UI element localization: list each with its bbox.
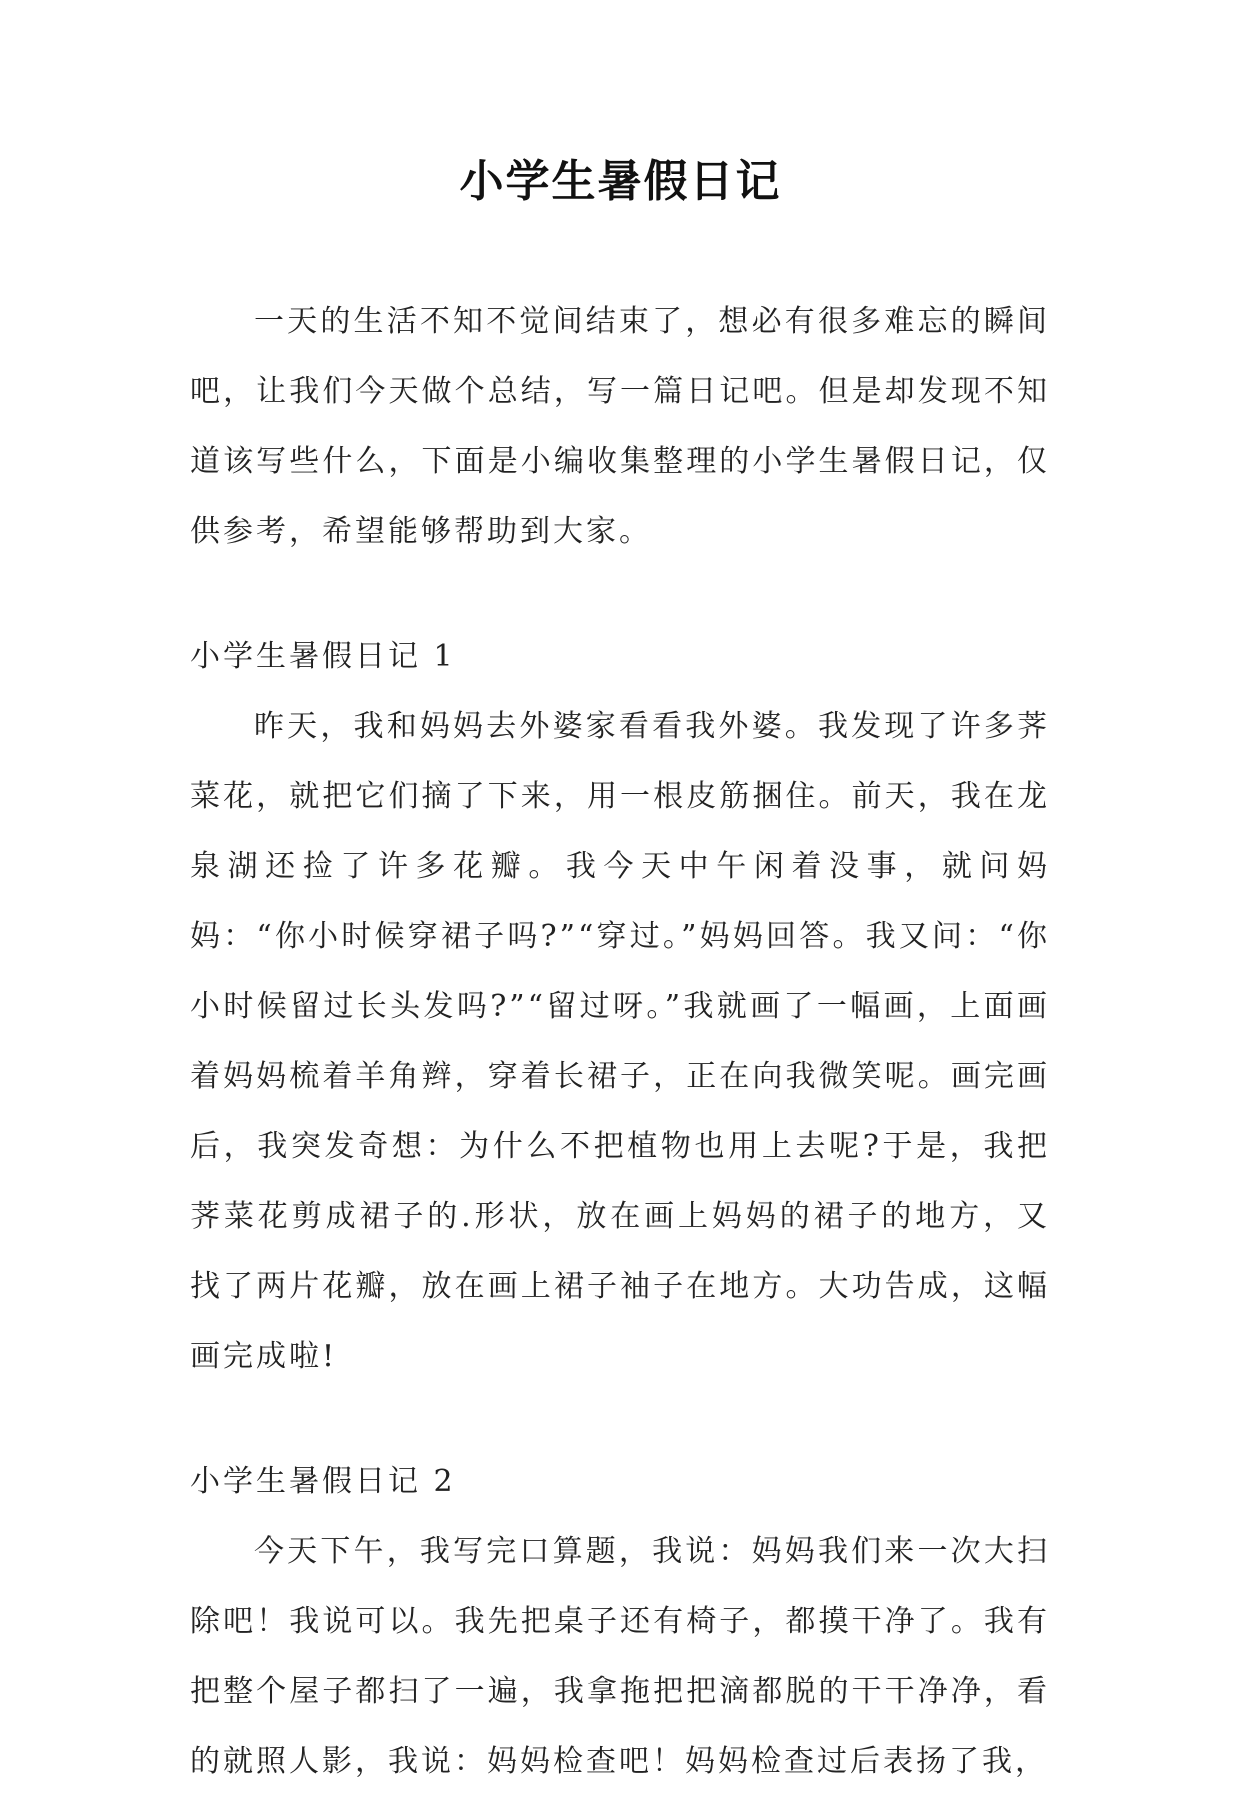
document-body bbox=[190, 287, 1050, 1797]
document-title: 小学生暑假日记 bbox=[459, 156, 782, 207]
entry-heading-2: 小学生暑假日记 2 bbox=[190, 1464, 456, 1499]
entry-heading-1: 小学生暑假日记 1 bbox=[190, 639, 456, 674]
entry-body-2: 今天下午，我写完口算题，我说：妈妈我们来一次大扫除吧！我说可以。我先把桌子还有椅子，都摸干净了。我有把整个屋子都扫了一遍，我拿拖把把滴都脱的干干净净，看的就照人影，我说：妈妈检查吧！妈妈检查过后表扬了我， bbox=[190, 1534, 1050, 1779]
section-gap bbox=[190, 567, 1050, 622]
intro-paragraph: 一天的生活不知不觉间结束了，想必有很多难忘的瞬间吧，让我们今天做个总结，写一篇日记吧。但是却发现不知道该写些什么，下面是小编收集整理的小学生暑假日记，仅供参考，希望能够帮助到大家。 bbox=[190, 304, 1050, 549]
entry-body-1: 昨天，我和妈妈去外婆家看看我外婆。我发现了许多荠菜花，就把它们摘了下来，用一根皮筋捆住。前天，我在龙泉湖还捡了许多花瓣。我今天中午闲着没事，就问妈妈：“你小时候穿裙子吗?”“穿过。”妈妈回答。我又问：“你小时候留过长头发吗?”“留过呀。”我就画了一幅画，上面画着妈妈梳着羊角辫，穿着长裙子，正在向我微笑呢。画完画后，我突发奇想：为什么不把植物也用上去呢?于是，我把荠菜花剪成裙子的.形状，放在画上妈妈的裙子的地方，又找了两片花瓣，放在画上裙子袖子在地方。大功告成，这幅画完成啦! bbox=[190, 709, 1050, 1374]
section-gap bbox=[190, 1392, 1050, 1447]
